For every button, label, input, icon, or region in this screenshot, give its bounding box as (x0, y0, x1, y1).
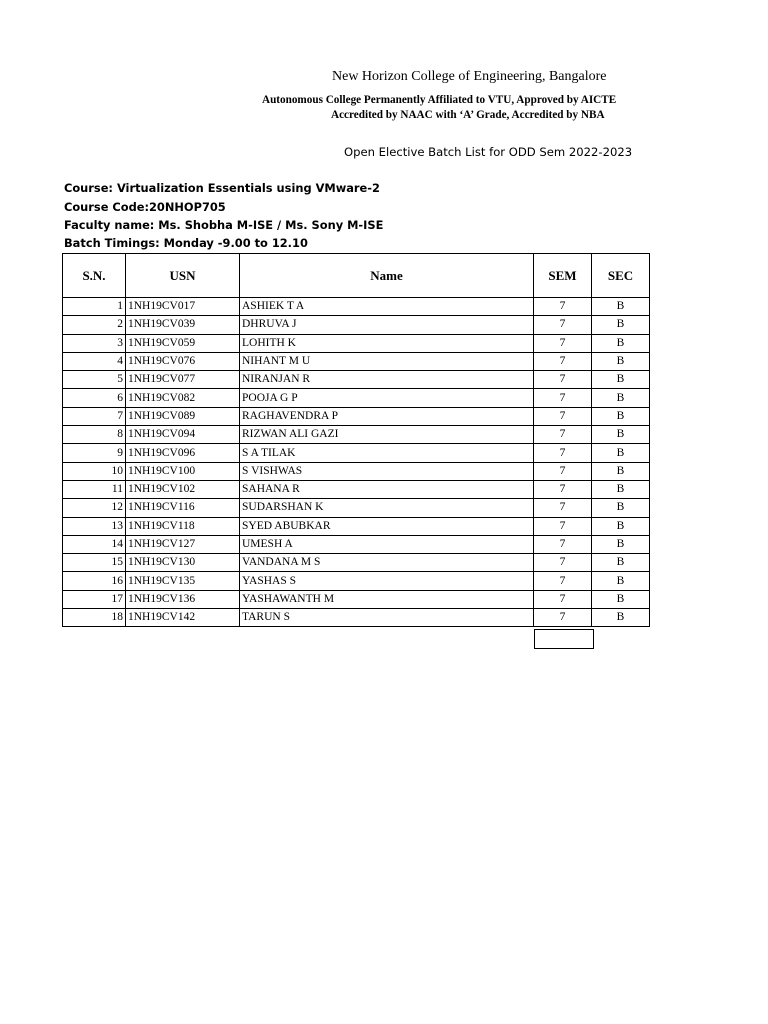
cell-sem: 7 (534, 298, 592, 316)
cell-usn: 1NH19CV096 (126, 444, 240, 462)
cell-name: UMESH A (240, 535, 534, 553)
cell-sem: 7 (534, 499, 592, 517)
cell-sem: 7 (534, 535, 592, 553)
cell-sn: 9 (63, 444, 126, 462)
cell-sec: B (592, 535, 650, 553)
table-row (63, 371, 650, 389)
cell-name: SAHANA R (240, 480, 534, 498)
table-row (63, 609, 650, 627)
cell-sec: B (592, 444, 650, 462)
accreditation-line: Accredited by NAAC with ‘A’ Grade, Accredited by NBA (331, 109, 605, 121)
cell-sec: B (592, 371, 650, 389)
cell-name: RIZWAN ALI GAZI (240, 426, 534, 444)
cell-sn: 18 (63, 609, 126, 627)
cell-sn: 12 (63, 499, 126, 517)
cell-name: TARUN S (240, 609, 534, 627)
cell-name: RAGHAVENDRA P (240, 407, 534, 425)
table-row (63, 298, 650, 316)
cell-sem: 7 (534, 389, 592, 407)
cell-name: NIHANT M U (240, 352, 534, 370)
cell-sec: B (592, 334, 650, 352)
table-header-row (63, 254, 650, 298)
cell-sn: 4 (63, 352, 126, 370)
cell-sem: 7 (534, 517, 592, 535)
cell-name: S A TILAK (240, 444, 534, 462)
cell-usn: 1NH19CV130 (126, 554, 240, 572)
cell-sn: 13 (63, 517, 126, 535)
table-row (63, 426, 650, 444)
cell-name: SUDARSHAN K (240, 499, 534, 517)
table-row (63, 499, 650, 517)
cell-usn: 1NH19CV118 (126, 517, 240, 535)
header-usn: USN (126, 254, 240, 298)
cell-usn: 1NH19CV082 (126, 389, 240, 407)
cell-sn: 5 (63, 371, 126, 389)
cell-usn: 1NH19CV089 (126, 407, 240, 425)
table-row (63, 480, 650, 498)
cell-sec: B (592, 499, 650, 517)
table-row (63, 517, 650, 535)
table-row (63, 444, 650, 462)
table-row (63, 407, 650, 425)
header-sn: S.N. (63, 254, 126, 298)
cell-sem: 7 (534, 609, 592, 627)
cell-sn: 6 (63, 389, 126, 407)
cell-sec: B (592, 572, 650, 590)
cell-sem: 7 (534, 480, 592, 498)
cell-sn: 3 (63, 334, 126, 352)
cell-usn: 1NH19CV102 (126, 480, 240, 498)
table-row (63, 316, 650, 334)
cell-sn: 2 (63, 316, 126, 334)
course-name: Course: Virtualization Essentials using VMware-2 (64, 181, 380, 195)
cell-sem: 7 (534, 316, 592, 334)
cell-sec: B (592, 352, 650, 370)
cell-sem: 7 (534, 590, 592, 608)
affiliation-line-clip (262, 92, 652, 108)
header-name: Name (240, 254, 534, 298)
cell-sn: 11 (63, 480, 126, 498)
empty-cell (534, 629, 594, 649)
cell-sem: 7 (534, 572, 592, 590)
cell-usn: 1NH19CV127 (126, 535, 240, 553)
cell-sem: 7 (534, 407, 592, 425)
table-row (63, 554, 650, 572)
cell-sec: B (592, 389, 650, 407)
cell-sem: 7 (534, 334, 592, 352)
cell-sec: B (592, 554, 650, 572)
cell-sec: B (592, 609, 650, 627)
table-row (63, 462, 650, 480)
cell-sem: 7 (534, 462, 592, 480)
cell-usn: 1NH19CV136 (126, 590, 240, 608)
cell-name: VANDANA M S (240, 554, 534, 572)
cell-name: YASHAWANTH M (240, 590, 534, 608)
header-sem: SEM (534, 254, 592, 298)
cell-sn: 15 (63, 554, 126, 572)
table-row (63, 389, 650, 407)
cell-usn: 1NH19CV017 (126, 298, 240, 316)
cell-sem: 7 (534, 371, 592, 389)
cell-name: ASHIEK T A (240, 298, 534, 316)
cell-name: LOHITH K (240, 334, 534, 352)
cell-sem: 7 (534, 444, 592, 462)
cell-sn: 8 (63, 426, 126, 444)
cell-sec: B (592, 517, 650, 535)
cell-name: YASHAS S (240, 572, 534, 590)
cell-sem: 7 (534, 352, 592, 370)
cell-name: POOJA G P (240, 389, 534, 407)
batch-list-title: Open Elective Batch List for ODD Sem 2022-2023 (344, 145, 633, 159)
cell-usn: 1NH19CV135 (126, 572, 240, 590)
cell-sn: 17 (63, 590, 126, 608)
cell-sem: 7 (534, 554, 592, 572)
header-sec: SEC (592, 254, 650, 298)
cell-name: S VISHWAS (240, 462, 534, 480)
cell-sn: 10 (63, 462, 126, 480)
cell-sn: 14 (63, 535, 126, 553)
cell-sem: 7 (534, 426, 592, 444)
cell-sec: B (592, 590, 650, 608)
cell-usn: 1NH19CV116 (126, 499, 240, 517)
cell-usn: 1NH19CV059 (126, 334, 240, 352)
affiliation-line: Autonomous College Permanently Affiliated to VTU, Approved by AICTE (262, 94, 617, 106)
cell-usn: 1NH19CV076 (126, 352, 240, 370)
cell-sec: B (592, 426, 650, 444)
cell-usn: 1NH19CV100 (126, 462, 240, 480)
table-row (63, 535, 650, 553)
college-title: New Horizon College of Engineering, Bangalore (332, 69, 607, 84)
cell-usn: 1NH19CV077 (126, 371, 240, 389)
table-row (63, 334, 650, 352)
table-row (63, 590, 650, 608)
table-row (63, 572, 650, 590)
cell-sn: 7 (63, 407, 126, 425)
table-body (63, 298, 650, 627)
cell-sec: B (592, 407, 650, 425)
cell-usn: 1NH19CV039 (126, 316, 240, 334)
course-code: Course Code:20NHOP705 (64, 200, 226, 214)
cell-name: SYED ABUBKAR (240, 517, 534, 535)
cell-sec: B (592, 298, 650, 316)
cell-name: NIRANJAN R (240, 371, 534, 389)
cell-sec: B (592, 316, 650, 334)
cell-sec: B (592, 462, 650, 480)
student-table (62, 253, 650, 627)
cell-sec: B (592, 480, 650, 498)
cell-usn: 1NH19CV142 (126, 609, 240, 627)
cell-sn: 1 (63, 298, 126, 316)
faculty-name: Faculty name: Ms. Shobha M-ISE / Ms. Sony M-ISE (64, 218, 384, 232)
batch-timings: Batch Timings: Monday -9.00 to 12.10 (64, 236, 308, 250)
cell-sn: 16 (63, 572, 126, 590)
cell-usn: 1NH19CV094 (126, 426, 240, 444)
cell-name: DHRUVA J (240, 316, 534, 334)
table-row (63, 352, 650, 370)
